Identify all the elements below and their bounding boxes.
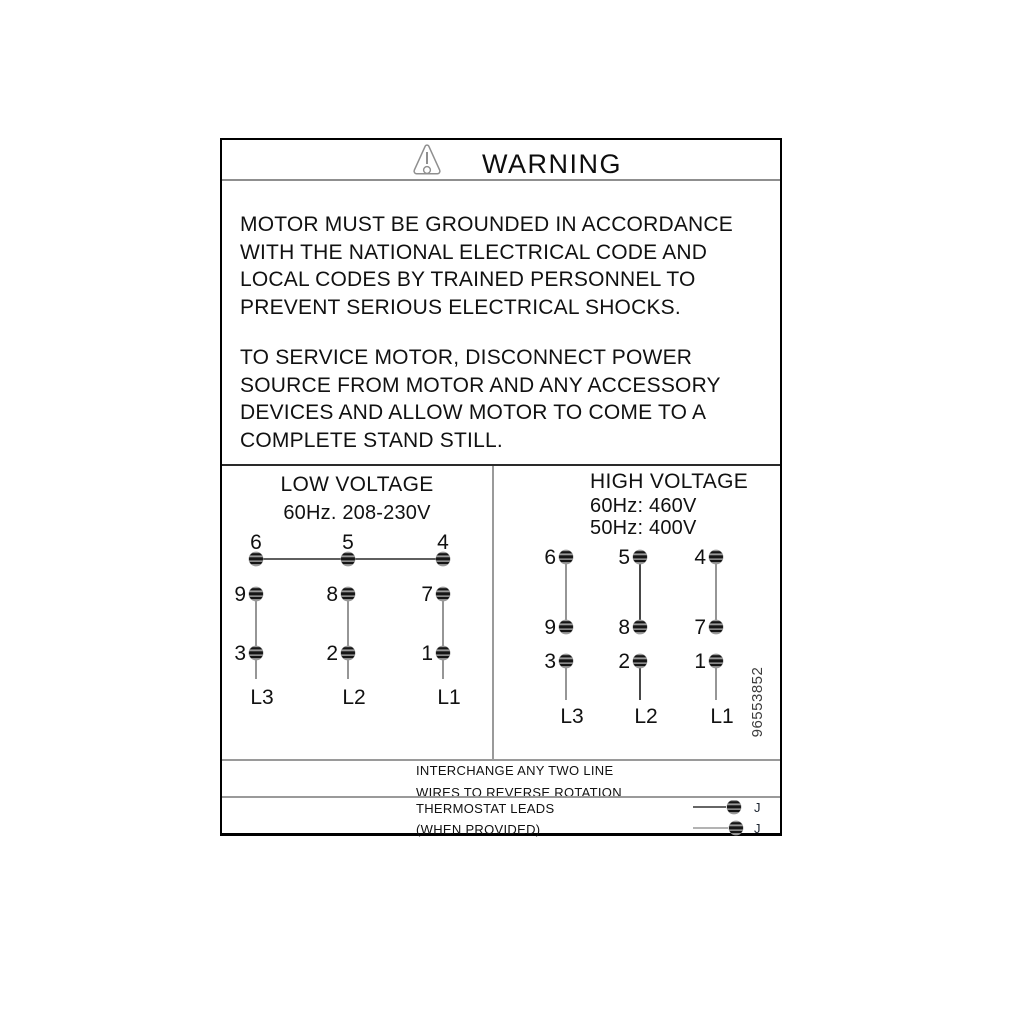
terminal-dot-8 [632, 620, 648, 635]
warning-paragraph-grounding [240, 211, 770, 321]
terminal-label: 5 [342, 531, 354, 554]
thermostat-lead-dot-1 [726, 800, 742, 814]
low-voltage-diagram [222, 466, 492, 759]
warning-line: COMPLETE STAND STILL. [240, 428, 503, 452]
warning-line: MOTOR MUST BE GROUNDED IN ACCORDANCE [240, 213, 733, 236]
thermostat-line2: (WHEN PROVIDED) [416, 822, 541, 837]
terminal-dot-4 [708, 550, 724, 565]
thermostat-leads-row [222, 796, 780, 838]
terminal-label: 7 [694, 616, 706, 639]
line-label-l1: L1 [437, 686, 461, 709]
terminal-label: 5 [618, 546, 630, 569]
thermostat-lead-label-1: J [754, 800, 761, 815]
part-number: 96553852 [749, 666, 766, 738]
terminal-dot-9 [558, 620, 574, 635]
thermostat-line1: THERMOSTAT LEADS [416, 801, 555, 816]
warning-title: WARNING [482, 149, 622, 179]
terminal-label: 6 [250, 531, 262, 554]
line-label-l2: L2 [342, 686, 366, 709]
terminal-label: 9 [544, 616, 556, 639]
terminal-label: 1 [694, 650, 706, 673]
warning-paragraph-service [240, 344, 770, 454]
terminal-label: 2 [326, 642, 338, 665]
terminal-dot-2 [340, 646, 356, 661]
rotation-note-line1: INTERCHANGE ANY TWO LINE [416, 763, 614, 778]
warning-line: TO SERVICE MOTOR, DISCONNECT POWER [240, 346, 693, 369]
warning-line: PREVENT SERIOUS ELECTRICAL SHOCKS. [240, 295, 681, 319]
low-voltage-subtitle: 60Hz. 208-230V [283, 502, 431, 524]
terminal-label: 9 [234, 583, 246, 606]
high-voltage-panel [494, 466, 780, 759]
line-label-l3: L3 [560, 705, 584, 728]
label-header [222, 140, 780, 181]
terminal-label: 4 [694, 546, 706, 569]
high-voltage-diagram [494, 466, 780, 759]
terminal-label: 8 [326, 583, 338, 606]
low-voltage-panel [222, 466, 494, 759]
high-voltage-subtitle-50hz: 50Hz: 400V [590, 517, 697, 539]
terminal-dot-9 [248, 587, 264, 602]
wiring-diagrams-section [222, 464, 780, 759]
terminal-label: 3 [544, 650, 556, 673]
rotation-note-row [222, 759, 780, 800]
warning-line: DEVICES AND ALLOW MOTOR TO COME TO A [240, 401, 707, 424]
warning-line: SOURCE FROM MOTOR AND ANY ACCESSORY [240, 373, 721, 397]
high-voltage-title: HIGH VOLTAGE [590, 470, 749, 493]
terminal-label: 2 [618, 650, 630, 673]
terminal-dot-1 [435, 646, 451, 661]
terminal-dot-5 [632, 550, 648, 565]
warning-label [220, 138, 782, 836]
terminal-dot-8 [340, 587, 356, 602]
terminal-dot-7 [435, 587, 451, 602]
warning-line: WITH THE NATIONAL ELECTRICAL CODE AND [240, 240, 708, 264]
rotation-note-line2: WIRES TO REVERSE ROTATION [416, 785, 622, 800]
terminal-label: 7 [421, 583, 433, 606]
terminal-dot-3 [248, 646, 264, 661]
thermostat-lead-dot-2 [728, 821, 744, 836]
terminal-dot-3 [558, 654, 574, 669]
warning-triangle-icon [412, 143, 442, 176]
terminal-label: 8 [618, 616, 630, 639]
terminal-dot-2 [632, 654, 648, 669]
terminal-dot-1 [708, 654, 724, 669]
terminal-label: 3 [234, 642, 246, 665]
line-label-l3: L3 [250, 686, 274, 709]
warning-line: LOCAL CODES BY TRAINED PERSONNEL TO [240, 268, 696, 291]
low-voltage-title: LOW VOLTAGE [280, 473, 434, 496]
warning-text-block [222, 181, 780, 464]
high-voltage-subtitle-60hz: 60Hz: 460V [590, 495, 697, 517]
thermostat-lead-symbols [222, 800, 780, 840]
terminal-label: 1 [421, 642, 433, 665]
thermostat-lead-label-2: J [754, 821, 761, 836]
line-label-l1: L1 [710, 705, 734, 728]
terminal-dot-7 [708, 620, 724, 635]
terminal-label: 4 [437, 531, 449, 554]
terminal-label: 6 [544, 546, 556, 569]
terminal-dot-6 [558, 550, 574, 565]
line-label-l2: L2 [634, 705, 658, 728]
